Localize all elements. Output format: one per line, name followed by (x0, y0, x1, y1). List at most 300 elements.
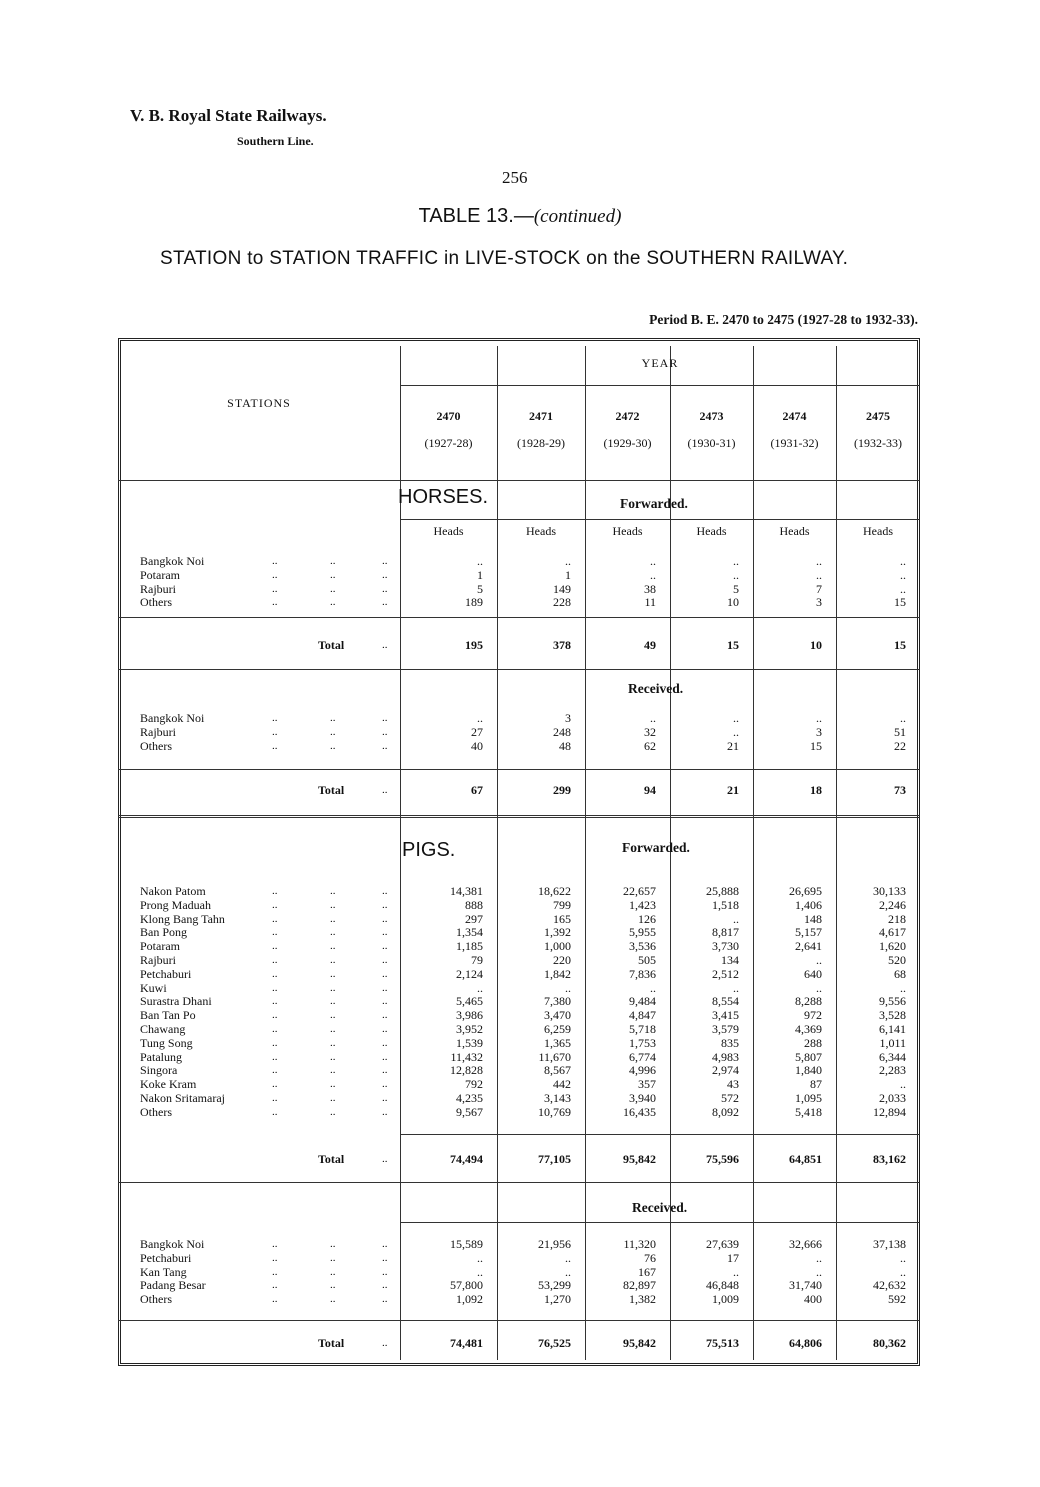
data-cell: 48 (559, 738, 571, 753)
column-rule (497, 346, 498, 1360)
station-name: Koke Kram (140, 1077, 197, 1092)
row-rule (400, 1134, 920, 1135)
table-frame (118, 338, 920, 1366)
station-name: Chawang (140, 1022, 186, 1036)
data-cell: 15 (810, 738, 822, 753)
leader-dots: .. (330, 898, 336, 911)
leader-dots: .. (330, 1105, 336, 1118)
leader-dots: .. (330, 967, 336, 980)
subsection-forwarded: Forwarded. (622, 840, 690, 855)
data-cell: 1,354 (456, 925, 483, 940)
data-cell: 1,840 (795, 1063, 822, 1078)
leader-dots: .. (272, 596, 278, 609)
row-rule (400, 385, 920, 386)
leader-dots: .. (272, 926, 278, 939)
data-cell: 3,143 (544, 1091, 571, 1105)
station-name: Potaram (140, 567, 180, 582)
unit-label: Heads (433, 524, 464, 538)
data-cell: 82,897 (623, 1278, 656, 1293)
data-cell: 442 (553, 1077, 571, 1092)
total-cell: 76,525 (538, 1336, 571, 1350)
year-be-label: 2475 (866, 409, 890, 423)
row-rule (118, 1182, 920, 1183)
total-cell: 73 (894, 783, 906, 797)
leader-dots: .. (330, 926, 336, 939)
data-cell: .. (900, 711, 906, 725)
data-cell: 5,465 (456, 994, 483, 1009)
station-name: Prong Maduah (140, 897, 211, 912)
data-cell: 520 (888, 953, 906, 967)
leader-dots: .. (382, 1050, 388, 1063)
data-cell: 5,718 (629, 1022, 656, 1036)
leader-dots: .. (382, 555, 388, 567)
leader-dots: .. (382, 1009, 388, 1022)
data-cell: 1,842 (544, 966, 571, 981)
data-cell: 8,092 (712, 1104, 739, 1119)
leader-dots: .. (382, 954, 388, 966)
data-cell: 4,847 (629, 1008, 656, 1023)
leader-dots: .. (272, 582, 278, 595)
leader-dots: .. (382, 1293, 388, 1306)
data-cell: .. (477, 1264, 483, 1279)
subsection-received: Received. (628, 681, 684, 696)
leader-dots: .. (382, 568, 388, 581)
data-cell: 126 (638, 911, 656, 926)
leader-dots: .. (330, 885, 336, 897)
data-cell: .. (816, 980, 822, 995)
total-cell: 378 (553, 638, 571, 652)
data-cell: .. (816, 1264, 822, 1279)
data-cell: 5,157 (795, 925, 822, 940)
data-cell: 2,641 (795, 939, 822, 954)
leader-dots: .. (330, 1265, 336, 1278)
leader-dots: .. (382, 981, 388, 994)
data-cell: .. (733, 911, 739, 926)
data-cell: 8,554 (712, 994, 739, 1009)
data-cell: 3,528 (879, 1008, 906, 1023)
data-cell: 46,848 (706, 1278, 739, 1293)
leader-dots: .. (330, 582, 336, 595)
total-cell: 75,513 (706, 1336, 739, 1350)
data-cell: 21,956 (538, 1237, 571, 1251)
data-cell: 400 (804, 1292, 822, 1307)
row-rule (400, 1222, 920, 1223)
leader-dots: .. (272, 1251, 278, 1264)
data-cell: 37,138 (873, 1237, 906, 1251)
data-cell: .. (900, 581, 906, 596)
data-cell: 15 (894, 595, 906, 610)
period-line: Period B. E. 2470 to 2475 (1927-28 to 1932-33). (649, 312, 918, 327)
data-cell: 38 (644, 581, 656, 596)
data-cell: 87 (810, 1077, 822, 1092)
data-cell: 4,996 (629, 1063, 656, 1078)
leader-dots: .. (382, 739, 388, 752)
leader-dots: .. (272, 568, 278, 581)
total-cell: 75,596 (706, 1152, 739, 1166)
year-be-label: 2471 (529, 409, 553, 423)
data-cell: 228 (553, 595, 571, 610)
leader-dots: .. (272, 1036, 278, 1049)
data-cell: 972 (804, 1008, 822, 1023)
data-cell: .. (565, 980, 571, 995)
data-cell: 51 (894, 724, 906, 739)
data-cell: 165 (553, 911, 571, 926)
station-name: Nakon Patom (140, 884, 206, 898)
data-cell: 2,974 (712, 1063, 739, 1078)
data-cell: 167 (638, 1264, 656, 1279)
org-heading: V. B. Royal State Railways. (130, 106, 327, 125)
leader-dots: .. (272, 981, 278, 994)
row-rule (118, 480, 920, 481)
column-rule (753, 346, 754, 1360)
leader-dots: .. (382, 967, 388, 980)
station-name: Ban Tan Po (140, 1008, 196, 1023)
data-cell: 11,320 (623, 1237, 656, 1251)
leader-dots: .. (272, 995, 278, 1008)
data-cell: 9,556 (879, 994, 906, 1009)
leader-dots: .. (272, 1009, 278, 1022)
data-cell: 11,432 (450, 1049, 483, 1064)
total-cell: 67 (471, 783, 483, 797)
data-cell: 4,235 (456, 1091, 483, 1105)
data-cell: 2,124 (456, 966, 483, 981)
station-name: Rajburi (140, 724, 176, 739)
data-cell: .. (733, 1264, 739, 1279)
leader-dots: .. (330, 739, 336, 752)
leader-dots: .. (272, 1064, 278, 1077)
station-name: Ban Pong (140, 925, 188, 940)
station-name: Surastra Dhani (140, 994, 212, 1009)
data-cell: 288 (804, 1035, 822, 1050)
data-cell: 6,141 (879, 1022, 906, 1036)
data-cell: 149 (553, 581, 571, 596)
total-cell: 195 (465, 638, 483, 652)
leader-dots: .. (382, 1023, 388, 1035)
unit-label: Heads (779, 524, 810, 538)
data-cell: 4,369 (795, 1022, 822, 1036)
unit-label: Heads (612, 524, 643, 538)
leader-dots: .. (382, 596, 388, 609)
data-cell: 25,888 (706, 884, 739, 898)
leader-dots: .. (272, 940, 278, 953)
table-number: TABLE 13.— (418, 205, 534, 227)
data-cell: 40 (471, 738, 483, 753)
total-cell: 49 (644, 638, 656, 652)
row-rule (118, 1320, 920, 1321)
data-cell: 30,133 (873, 884, 906, 898)
data-cell: .. (900, 1250, 906, 1265)
leader-dots: .. (382, 1238, 388, 1250)
column-rule (836, 346, 837, 1360)
station-name: Others (140, 595, 172, 610)
data-cell: 189 (465, 595, 483, 610)
data-cell: 4,983 (712, 1049, 739, 1064)
leader-dots: .. (330, 1023, 336, 1035)
data-cell: 1,753 (629, 1035, 656, 1050)
year-ad-label: (1930-31) (687, 436, 736, 450)
data-cell: 799 (553, 897, 571, 912)
station-name: Petchaburi (140, 966, 192, 981)
data-cell: 3,415 (712, 1008, 739, 1023)
data-cell: 57,800 (450, 1278, 483, 1293)
data-cell: 3,470 (544, 1008, 571, 1023)
leader-dots: .. (272, 1050, 278, 1063)
data-cell: .. (733, 980, 739, 995)
data-cell: 15,589 (450, 1237, 483, 1251)
total-cell: 64,851 (789, 1152, 822, 1166)
unit-label: Heads (863, 524, 893, 538)
row-rule (118, 617, 920, 618)
leader-dots: .. (382, 1105, 388, 1118)
leader-dots: .. (382, 995, 388, 1008)
data-cell: 1,270 (544, 1292, 571, 1307)
data-cell: 10 (727, 595, 739, 610)
total-cell: 95,842 (623, 1152, 656, 1166)
leader-dots: .. (382, 1153, 388, 1165)
data-cell: 53,299 (538, 1278, 571, 1293)
data-cell: 1,011 (879, 1035, 906, 1050)
station-name: Padang Besar (140, 1278, 206, 1293)
leader-dots: .. (382, 926, 388, 939)
leader-dots: .. (272, 1279, 278, 1292)
data-cell: 76 (644, 1250, 656, 1265)
year-ad-label: (1929-30) (603, 436, 652, 450)
data-cell: 1,423 (629, 897, 656, 912)
data-cell: 835 (721, 1035, 739, 1050)
data-cell: 6,774 (629, 1049, 656, 1064)
data-cell: 42,632 (873, 1278, 906, 1293)
data-cell: .. (816, 1250, 822, 1265)
data-cell: .. (816, 711, 822, 725)
row-rule (118, 769, 920, 770)
data-cell: 5 (733, 581, 739, 596)
data-cell: .. (733, 711, 739, 725)
leader-dots: .. (382, 1092, 388, 1104)
data-cell: 248 (553, 724, 571, 739)
data-cell: 7,836 (629, 966, 656, 981)
data-cell: 8,817 (712, 925, 739, 940)
leader-dots: .. (382, 725, 388, 738)
data-cell: .. (565, 1264, 571, 1279)
data-cell: .. (900, 1077, 906, 1092)
station-name: Others (140, 1104, 172, 1119)
line-subheading: Southern Line. (237, 134, 314, 148)
station-name: Bangkok Noi (140, 554, 205, 568)
total-cell: 18 (810, 783, 822, 797)
row-rule (118, 669, 920, 670)
data-cell: 2,283 (879, 1063, 906, 1078)
year-ad-label: (1928-29) (517, 436, 565, 450)
data-cell: 357 (638, 1077, 656, 1092)
leader-dots: .. (272, 967, 278, 980)
data-cell: 5 (477, 581, 483, 596)
data-cell: 68 (894, 966, 906, 981)
leader-dots: .. (382, 1064, 388, 1077)
data-cell: .. (733, 554, 739, 568)
data-cell: 32 (644, 724, 656, 739)
leader-dots: .. (382, 1265, 388, 1278)
station-name: Potaram (140, 939, 180, 954)
data-cell: .. (816, 567, 822, 582)
total-cell: 64,806 (789, 1336, 822, 1350)
leader-dots: .. (272, 1105, 278, 1118)
data-cell: 5,807 (795, 1049, 822, 1064)
leader-dots: .. (272, 1293, 278, 1306)
total-cell: 95,842 (623, 1336, 656, 1350)
column-rule (585, 346, 586, 1360)
row-rule (400, 519, 920, 520)
year-ad-label: (1932-33) (854, 436, 902, 450)
station-name: Klong Bang Tahn (140, 911, 225, 926)
leader-dots: .. (330, 1092, 336, 1104)
leader-dots: .. (382, 1279, 388, 1292)
subsection-received: Received. (632, 1200, 688, 1215)
leader-dots: .. (330, 1064, 336, 1077)
leader-dots: .. (382, 639, 388, 651)
data-cell: 1,518 (712, 897, 739, 912)
data-cell: 572 (721, 1091, 739, 1105)
total-cell: 74,494 (450, 1152, 483, 1166)
section-title-pigs: PIGS. (402, 839, 456, 861)
data-cell: 1,000 (544, 939, 571, 954)
data-cell: 8,567 (544, 1063, 571, 1078)
data-cell: 1,406 (795, 897, 822, 912)
data-cell: 2,512 (712, 966, 739, 981)
total-label: Total (318, 1336, 345, 1350)
data-cell: 1,092 (456, 1292, 483, 1307)
data-cell: 1,009 (712, 1292, 739, 1307)
data-cell: .. (816, 953, 822, 967)
total-label: Total (318, 638, 345, 652)
section-title-horses: HORSES. (398, 486, 489, 508)
data-cell: 297 (465, 911, 483, 926)
data-cell: 148 (804, 911, 822, 926)
leader-dots: .. (330, 712, 336, 724)
leader-dots: .. (272, 1092, 278, 1104)
data-cell: 3,579 (712, 1022, 739, 1036)
leader-dots: .. (382, 898, 388, 911)
data-cell: .. (900, 1264, 906, 1279)
leader-dots: .. (330, 568, 336, 581)
data-cell: 9,484 (629, 994, 656, 1009)
year-be-label: 2474 (782, 409, 807, 423)
data-cell: 640 (804, 966, 822, 981)
total-cell: 10 (810, 638, 822, 652)
year-be-label: 2473 (699, 409, 724, 423)
data-cell: 22,657 (623, 884, 656, 898)
data-cell: .. (733, 567, 739, 582)
leader-dots: .. (330, 981, 336, 994)
leader-dots: .. (272, 725, 278, 738)
data-cell: 62 (644, 738, 656, 753)
data-cell: 134 (721, 953, 739, 967)
year-ad-label: (1931-32) (770, 436, 819, 450)
station-name: Tung Song (140, 1035, 193, 1050)
leader-dots: .. (272, 912, 278, 925)
data-cell: 22 (894, 738, 906, 753)
leader-dots: .. (382, 1337, 388, 1349)
data-cell: 1,185 (456, 939, 483, 954)
data-cell: 220 (553, 953, 571, 967)
data-cell: .. (565, 554, 571, 568)
total-cell: 74,481 (450, 1336, 483, 1350)
data-cell: 1 (477, 567, 483, 582)
leader-dots: .. (330, 954, 336, 966)
leader-dots: .. (330, 1251, 336, 1264)
data-cell: 888 (465, 897, 483, 912)
station-name: Kan Tang (140, 1264, 187, 1279)
leader-dots: .. (330, 555, 336, 567)
leader-dots: .. (330, 1078, 336, 1091)
table-subtitle: STATION to STATION TRAFFIC in LIVE-STOCK on the SOUTHERN RAILWAY. (160, 248, 849, 269)
data-cell: 2,246 (879, 897, 906, 912)
station-name: Nakon Sritamaraj (140, 1091, 225, 1105)
station-name: Bangkok Noi (140, 1237, 205, 1251)
data-cell: 12,894 (873, 1104, 906, 1119)
data-cell: 26,695 (789, 884, 822, 898)
total-cell: 299 (553, 783, 571, 797)
year-header: YEAR (641, 356, 679, 370)
data-cell: 16,435 (623, 1104, 656, 1119)
data-cell: .. (816, 554, 822, 568)
data-cell: .. (650, 567, 656, 582)
total-cell: 77,105 (538, 1152, 571, 1166)
data-cell: 79 (471, 953, 483, 967)
total-cell: 83,162 (873, 1152, 906, 1166)
leader-dots: .. (382, 712, 388, 724)
leader-dots: .. (330, 912, 336, 925)
total-cell: 80,362 (873, 1336, 906, 1350)
data-cell: 18,622 (538, 884, 571, 898)
data-cell: 43 (727, 1077, 739, 1092)
data-cell: 11 (644, 595, 656, 610)
leader-dots: .. (330, 1050, 336, 1063)
data-cell: 12,828 (450, 1063, 483, 1078)
year-be-label: 2470 (436, 409, 461, 423)
leader-dots: .. (382, 582, 388, 595)
data-cell: 1 (565, 567, 571, 582)
leader-dots: .. (330, 1293, 336, 1306)
data-cell: .. (733, 724, 739, 739)
data-cell: 7,380 (544, 994, 571, 1009)
total-label: Total (318, 1152, 345, 1166)
data-cell: 5,418 (795, 1104, 822, 1119)
data-cell: 27,639 (706, 1237, 739, 1251)
data-cell: 21 (727, 738, 739, 753)
data-cell: 11,670 (538, 1049, 571, 1064)
leader-dots: .. (272, 1023, 278, 1035)
data-cell: 10,769 (538, 1104, 571, 1119)
year-ad-label: (1927-28) (424, 436, 473, 450)
leader-dots: .. (382, 885, 388, 897)
leader-dots: .. (272, 1265, 278, 1278)
leader-dots: .. (330, 995, 336, 1008)
leader-dots: .. (382, 1251, 388, 1264)
leader-dots: .. (272, 739, 278, 752)
station-name: Others (140, 738, 172, 753)
leader-dots: .. (330, 1009, 336, 1022)
data-cell: .. (900, 554, 906, 568)
leader-dots: .. (330, 725, 336, 738)
leader-dots: .. (272, 1238, 278, 1250)
data-cell: 792 (465, 1077, 483, 1092)
stations-header: STATIONS (227, 396, 291, 410)
data-cell: .. (565, 1250, 571, 1265)
section-double-rule (118, 815, 920, 818)
unit-label: Heads (526, 524, 556, 538)
leader-dots: .. (272, 1078, 278, 1091)
data-cell: 32,666 (789, 1237, 822, 1251)
